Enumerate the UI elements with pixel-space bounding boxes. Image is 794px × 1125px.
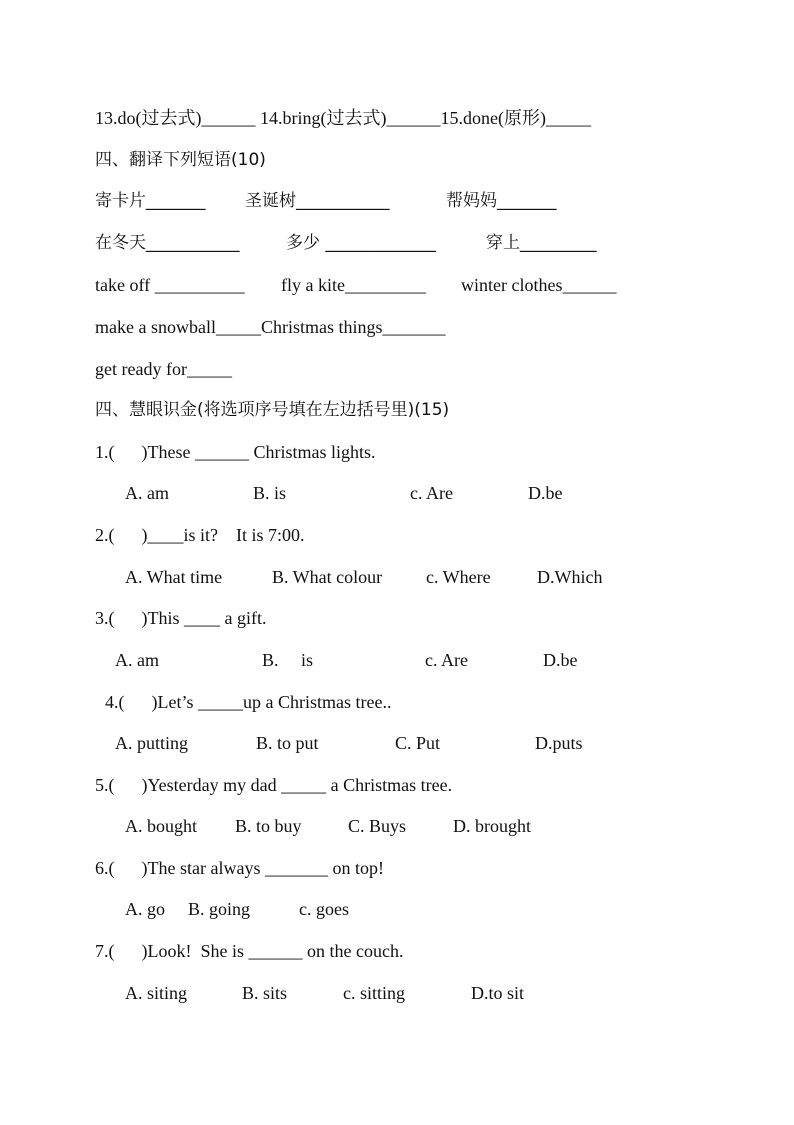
option-d: D. brought <box>453 816 531 836</box>
question-5-options <box>0 814 531 838</box>
option-a: A. am <box>125 483 169 503</box>
phrase-row-4 <box>0 315 446 339</box>
tense-exercise-line <box>0 106 591 130</box>
phrase-send-cards: 寄卡片_______ <box>95 191 206 211</box>
question-3 <box>0 606 267 630</box>
phrase-put-on: 穿上_________ <box>486 233 597 253</box>
question-6-options <box>0 897 349 921</box>
phrase-row-2 <box>0 231 597 255</box>
phrase-row-5 <box>0 357 232 381</box>
option-a: A. siting <box>125 983 188 1003</box>
question-stem: 5.( )Yesterday my dad _____ a Christmas tree. <box>95 775 453 795</box>
phrase-row-3 <box>0 273 617 297</box>
question-stem: 3.( )This ____ a gift. <box>95 608 267 628</box>
question-7 <box>0 939 404 963</box>
phrase-take-off: take off __________ <box>95 275 245 295</box>
question-stem: 6.( )The star always _______ on top! <box>95 858 384 878</box>
option-d: D.puts <box>535 733 583 753</box>
option-a: A. bought <box>125 816 197 836</box>
question-stem: 7.( )Look! She is ______ on the couch. <box>95 941 404 961</box>
section-heading-text: 四、慧眼识金(将选项序号填在左边括号里)(15) <box>95 400 450 420</box>
option-b: B. to put <box>256 733 319 753</box>
question-3-options <box>0 648 578 672</box>
option-b: B. sits <box>242 983 288 1003</box>
question-5 <box>0 773 453 797</box>
option-d: D.be <box>543 650 578 670</box>
tense-items: 13.do(过去式)______ 14.bring(过去式)______15.done(原形)_____ <box>95 108 591 128</box>
phrase-fly-a-kite: fly a kite_________ <box>281 275 426 295</box>
option-b: B. going <box>188 899 251 919</box>
phrase-how-many: 多少 _____________ <box>286 233 436 253</box>
phrase-winter-clothes: winter clothes______ <box>461 275 617 295</box>
option-c: c. Are <box>425 650 468 670</box>
section-heading-text: 四、翻译下列短语(10) <box>95 150 266 170</box>
question-4-options <box>0 731 583 755</box>
option-b: B. to buy <box>235 816 302 836</box>
option-a: A. What time <box>125 567 223 587</box>
option-a: A. am <box>115 650 159 670</box>
phrase-help-mom: 帮妈妈_______ <box>446 191 557 211</box>
question-stem: 1.( )These ______ Christmas lights. <box>95 442 376 462</box>
question-stem: 2.( )____is it? It is 7:00. <box>95 525 305 545</box>
phrase-get-ready: get ready for_____ <box>95 359 232 379</box>
question-2 <box>0 523 305 547</box>
question-2-options <box>0 565 603 589</box>
option-d: D.Which <box>537 567 603 587</box>
option-b: B. What colour <box>272 567 383 587</box>
option-c: C. Put <box>395 733 441 753</box>
question-stem: 4.( )Let’s _____up a Christmas tree.. <box>105 692 392 712</box>
option-c: c. Are <box>410 483 453 503</box>
phrase-snowball-things: make a snowball_____Christmas things_______ <box>95 317 446 337</box>
section-choice-heading <box>0 398 450 422</box>
option-b: B. is <box>253 483 287 503</box>
option-b: B. is <box>262 650 314 670</box>
option-a: A. go <box>125 899 165 919</box>
option-d: D.to sit <box>471 983 525 1003</box>
phrase-in-winter: 在冬天___________ <box>95 233 240 253</box>
question-7-options <box>0 981 525 1005</box>
option-d: D.be <box>528 483 563 503</box>
question-6 <box>0 856 384 880</box>
question-4 <box>0 690 392 714</box>
question-1 <box>0 440 376 464</box>
section-translate-heading <box>0 148 266 172</box>
phrase-christmas-tree: 圣诞树___________ <box>245 191 390 211</box>
option-c: c. goes <box>299 899 349 919</box>
option-c: c. Where <box>426 567 491 587</box>
phrase-row-1 <box>0 189 557 213</box>
option-c: c. sitting <box>343 983 405 1003</box>
option-a: A. putting <box>115 733 189 753</box>
question-1-options <box>0 481 563 505</box>
option-c: C. Buys <box>348 816 407 836</box>
